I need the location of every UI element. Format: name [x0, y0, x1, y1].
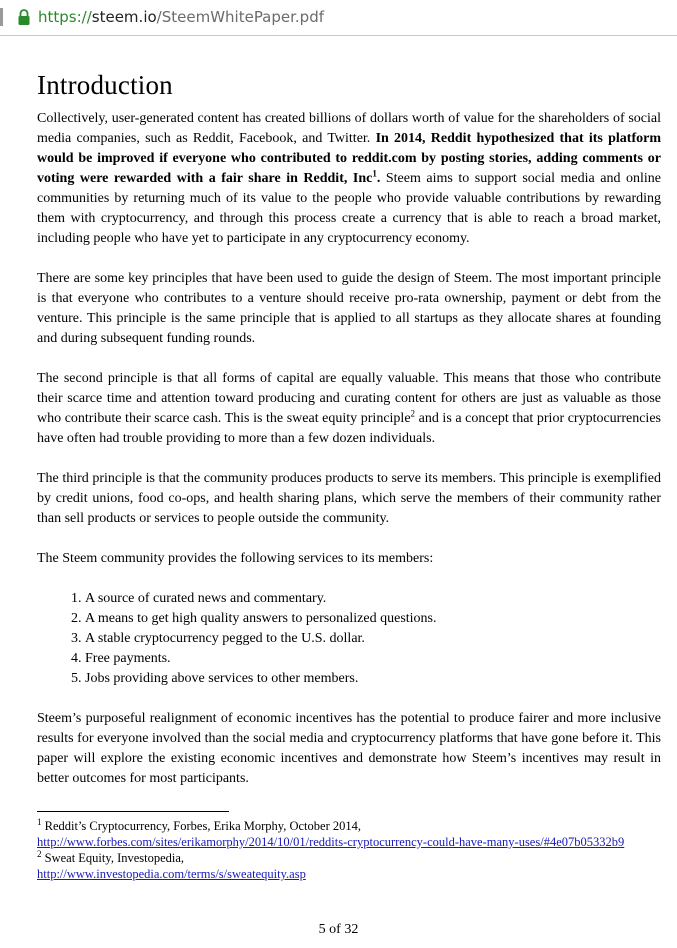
paragraph-services-intro: The Steem community provides the following services to its members:	[37, 551, 434, 566]
para-bold-end: .	[376, 171, 381, 186]
window-edge	[0, 8, 3, 26]
page-number: 5 of 32	[318, 922, 359, 937]
list-item: 1. A source of curated news and commentary.	[85, 589, 661, 609]
footnote-number: 2	[37, 848, 42, 859]
page-title: Introduction	[37, 70, 173, 100]
paragraph-principles: There are some key principles that have been used to guide the design of Steem. The most important principle is that everyone who contributes to a venture should receive pro-rata ownership, payment or debt from the venture. This principle is the same principle that is applied to all startups as they allocate shares at founding and during subsequent funding rounds.	[37, 271, 661, 346]
list-item: 2. A means to get high quality answers to personalized questions.	[85, 609, 661, 629]
footnote-2	[37, 850, 661, 866]
para-text-end: Steem aims to support social media and online communities by returning much of its value to the people who provide valuable contributions by rewarding them with cryptocurrency, and through this process create a currency that is able to reach a broad market, including people who have yet to participate in any cryptocurrency economy.	[37, 171, 661, 246]
footnote-ref-2[interactable]: 2	[410, 408, 416, 419]
footnote-number: 1	[37, 816, 42, 827]
url-scheme: https://	[38, 8, 92, 26]
para-text: The second principle is that all forms of capital are equally valuable. This means that those who contribute their scarce time and attention toward producing and curating content for others are just as valuable as those who contribute their scarce cash. This is the sweat equity principle	[37, 371, 661, 426]
footnote-1-link-line	[37, 834, 661, 850]
footnote-text: Reddit’s Cryptocurrency, Forbes, Erika Morphy, October 2014,	[41, 819, 361, 833]
paragraph-conclusion: Steem’s purposeful realignment of economic incentives has the potential to produce fairer and more inclusive results for everyone involved than the social media and cryptocurrency platforms that have gone before it. This paper will explore the existing economic incentives and demonstrate how Steem’s incentives may result in better outcomes for most participants.	[37, 711, 661, 786]
paragraph-intro	[37, 109, 661, 249]
url-host: steem.io	[91, 8, 157, 26]
list-item: 3. A stable cryptocurrency pegged to the U.S. dollar.	[85, 629, 661, 649]
list-item: 4. Free payments.	[85, 649, 661, 669]
lock-icon[interactable]	[16, 8, 32, 26]
footnote-link-investopedia[interactable]: http://www.investopedia.com/terms/s/sweatequity.asp	[37, 867, 306, 881]
footnote-ref-1[interactable]: 1	[372, 168, 377, 179]
footnotes	[37, 818, 661, 882]
footnote-2-link-line	[37, 866, 661, 882]
list-item: 5. Jobs providing above services to other members.	[85, 669, 661, 689]
services-list	[37, 589, 661, 689]
footnote-link-forbes[interactable]: http://www.forbes.com/sites/erikamorphy/2014/10/01/reddits-cryptocurrency-could-have-many-uses/#4e07b05332b9	[37, 835, 625, 849]
pdf-page	[37, 36, 661, 882]
para-text: Collectively, user-generated content has created billions of dollars worth of value for the shareholders of social media companies, such as Reddit, Facebook, and Twitter.	[37, 111, 661, 146]
paragraph-second-principle	[37, 369, 661, 449]
para-bold-text: In 2014, Reddit hypothesized that its platform would be improved if everyone who contributed to reddit.com by posting stories, adding comments or voting were rewarded with a fair share in Reddit, Inc	[37, 131, 661, 186]
url-text[interactable]	[38, 6, 324, 28]
footnote-text: Sweat Equity, Investopedia,	[41, 851, 185, 865]
footnote-divider	[37, 811, 229, 812]
footnote-1	[37, 818, 661, 834]
para-text-end: and is a concept that prior cryptocurrencies have often had trouble providing to more than a few dozen individuals.	[37, 411, 661, 446]
paragraph-third-principle: The third principle is that the community produces products to serve its members. This principle is exemplified by credit unions, food co-ops, and health sharing plans, which serve the members of their community rather than sell products or services to people outside the community.	[37, 471, 661, 526]
address-bar[interactable]	[0, 0, 677, 36]
url-path: /SteemWhitePaper.pdf	[156, 8, 325, 26]
